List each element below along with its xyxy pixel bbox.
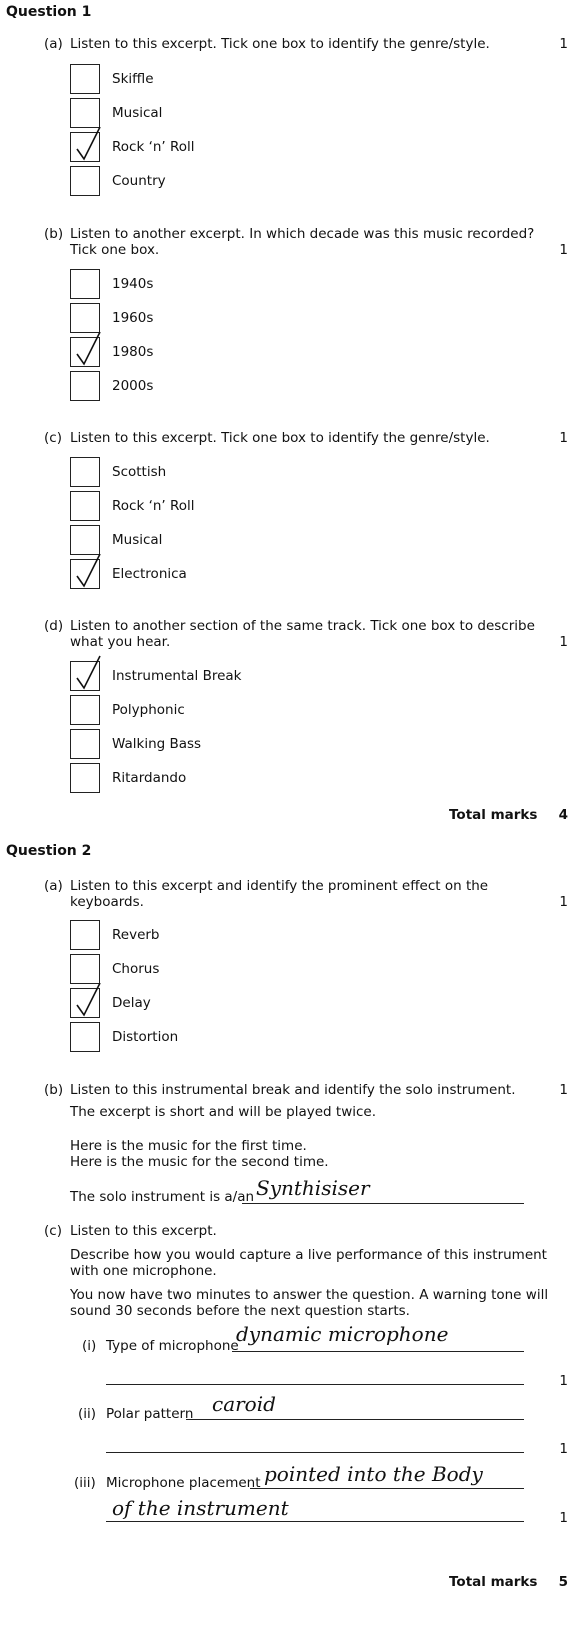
checkbox-reverb[interactable] bbox=[70, 920, 100, 950]
checkbox-skiffle[interactable] bbox=[70, 64, 100, 94]
option-label: Electronica bbox=[112, 566, 187, 582]
q2c-desc2: with one microphone. bbox=[70, 1263, 217, 1279]
checkbox-rock-n-roll[interactable] bbox=[70, 491, 100, 521]
checkbox-2000s[interactable] bbox=[70, 371, 100, 401]
option-label: Skiffle bbox=[112, 71, 154, 87]
option-label: Rock ‘n’ Roll bbox=[112, 139, 195, 155]
q2cii-prompt: Polar pattern bbox=[106, 1406, 194, 1422]
option-label: Musical bbox=[112, 532, 163, 548]
q2a-text: Listen to this excerpt and identify the prominent effect on the bbox=[70, 878, 489, 894]
answer-line bbox=[232, 1351, 524, 1352]
q2ci-label: (i) bbox=[82, 1338, 97, 1354]
checkbox-scottish[interactable] bbox=[70, 457, 100, 487]
q1d-text-2: what you hear. bbox=[70, 634, 171, 650]
answer-line bbox=[250, 1488, 524, 1489]
checkbox-polyphonic[interactable] bbox=[70, 695, 100, 725]
option-label: Instrumental Break bbox=[112, 668, 242, 684]
q2b-line1: The excerpt is short and will be played twice. bbox=[70, 1104, 377, 1120]
checkbox-distortion[interactable] bbox=[70, 1022, 100, 1052]
q2ciii-prompt: Microphone placement bbox=[106, 1475, 261, 1491]
checkbox-walking-bass[interactable] bbox=[70, 729, 100, 759]
checkbox-chorus[interactable] bbox=[70, 954, 100, 984]
q2b-answer-prompt: The solo instrument is a/an bbox=[70, 1189, 255, 1205]
q2c-desc1: Describe how you would capture a live performance of this instrument bbox=[70, 1247, 547, 1263]
q1b-mark: 1 bbox=[559, 242, 568, 258]
tick-mark-icon bbox=[73, 125, 103, 165]
checkbox-ritardando[interactable] bbox=[70, 763, 100, 793]
q2c-time1: You now have two minutes to answer the question. A warning tone will bbox=[70, 1287, 549, 1303]
q1a-mark: 1 bbox=[559, 36, 568, 52]
checkbox-1960s[interactable] bbox=[70, 303, 100, 333]
question-1-heading: Question 1 bbox=[6, 4, 92, 20]
q1b-label: (b) bbox=[44, 226, 64, 242]
answer-line bbox=[106, 1521, 524, 1522]
q1-total-value: 4 bbox=[558, 807, 568, 823]
handwritten-answer[interactable]: pointed into the Body bbox=[264, 1462, 483, 1486]
option-label: 1940s bbox=[112, 276, 154, 292]
q2ci-prompt: Type of microphone bbox=[106, 1338, 239, 1354]
option-label: Musical bbox=[112, 105, 163, 121]
option-label: Rock ‘n’ Roll bbox=[112, 498, 195, 514]
handwritten-answer[interactable]: dynamic microphone bbox=[236, 1322, 449, 1346]
q2a-mark: 1 bbox=[559, 894, 568, 910]
tick-mark-icon bbox=[73, 654, 103, 694]
option-label: 1960s bbox=[112, 310, 154, 326]
q2a-label: (a) bbox=[44, 878, 63, 894]
q1d-mark: 1 bbox=[559, 634, 568, 650]
q2b-text: Listen to this instrumental break and identify the solo instrument. bbox=[70, 1082, 516, 1098]
option-label: Scottish bbox=[112, 464, 167, 480]
question-2-heading: Question 2 bbox=[6, 843, 92, 859]
q2ciii-label: (iii) bbox=[74, 1475, 96, 1491]
q1d-label: (d) bbox=[44, 618, 64, 634]
option-label: 1980s bbox=[112, 344, 154, 360]
checkbox-1940s[interactable] bbox=[70, 269, 100, 299]
tick-mark-icon bbox=[73, 552, 103, 592]
q2ci-mark: 1 bbox=[559, 1373, 568, 1389]
checkbox-electronica[interactable] bbox=[70, 559, 100, 589]
answer-line bbox=[106, 1384, 524, 1385]
option-label: Delay bbox=[112, 995, 151, 1011]
q2cii-mark: 1 bbox=[559, 1441, 568, 1457]
tick-mark-icon bbox=[73, 981, 103, 1021]
q1c-mark: 1 bbox=[559, 430, 568, 446]
q2b-label: (b) bbox=[44, 1082, 64, 1098]
option-label: Chorus bbox=[112, 961, 160, 977]
q1d-text: Listen to another section of the same track. Tick one box to describe bbox=[70, 618, 535, 634]
q1b-text: Listen to another excerpt. In which decade was this music recorded? bbox=[70, 226, 535, 242]
q2ciii-mark: 1 bbox=[559, 1510, 568, 1526]
checkbox-instrumental-break[interactable] bbox=[70, 661, 100, 691]
q2-total-value: 5 bbox=[558, 1574, 568, 1590]
option-label: Ritardando bbox=[112, 770, 187, 786]
checkbox-1980s[interactable] bbox=[70, 337, 100, 367]
q1c-text: Listen to this excerpt. Tick one box to identify the genre/style. bbox=[70, 430, 490, 446]
q2-total-label: Total marks bbox=[449, 1574, 538, 1590]
handwritten-answer[interactable]: caroid bbox=[212, 1392, 276, 1416]
q1c-label: (c) bbox=[44, 430, 62, 446]
q2b-mark: 1 bbox=[559, 1082, 568, 1098]
q2c-text: Listen to this excerpt. bbox=[70, 1223, 217, 1239]
answer-line bbox=[242, 1203, 524, 1204]
handwritten-answer[interactable]: Synthisiser bbox=[256, 1176, 370, 1200]
checkbox-musical[interactable] bbox=[70, 98, 100, 128]
q2c-label: (c) bbox=[44, 1223, 62, 1239]
option-label: 2000s bbox=[112, 378, 154, 394]
answer-line bbox=[106, 1452, 524, 1453]
option-label: Reverb bbox=[112, 927, 160, 943]
checkbox-country[interactable] bbox=[70, 166, 100, 196]
q2c-time2: sound 30 seconds before the next question starts. bbox=[70, 1303, 410, 1319]
option-label: Country bbox=[112, 173, 166, 189]
checkbox-musical[interactable] bbox=[70, 525, 100, 555]
q1-total-label: Total marks bbox=[449, 807, 538, 823]
q1a-label: (a) bbox=[44, 36, 63, 52]
option-label: Walking Bass bbox=[112, 736, 202, 752]
checkbox-rock-n-roll[interactable] bbox=[70, 132, 100, 162]
handwritten-answer[interactable]: of the instrument bbox=[112, 1496, 289, 1520]
tick-mark-icon bbox=[73, 330, 103, 370]
option-label: Polyphonic bbox=[112, 702, 185, 718]
q2b-line3: Here is the music for the second time. bbox=[70, 1154, 329, 1170]
answer-line bbox=[186, 1419, 524, 1420]
q1a-text: Listen to this excerpt. Tick one box to identify the genre/style. bbox=[70, 36, 490, 52]
q2cii-label: (ii) bbox=[78, 1406, 97, 1422]
q2a-text-2: keyboards. bbox=[70, 894, 144, 910]
q2b-line2: Here is the music for the first time. bbox=[70, 1138, 307, 1154]
q1b-text-2: Tick one box. bbox=[70, 242, 160, 258]
option-label: Distortion bbox=[112, 1029, 179, 1045]
checkbox-delay[interactable] bbox=[70, 988, 100, 1018]
